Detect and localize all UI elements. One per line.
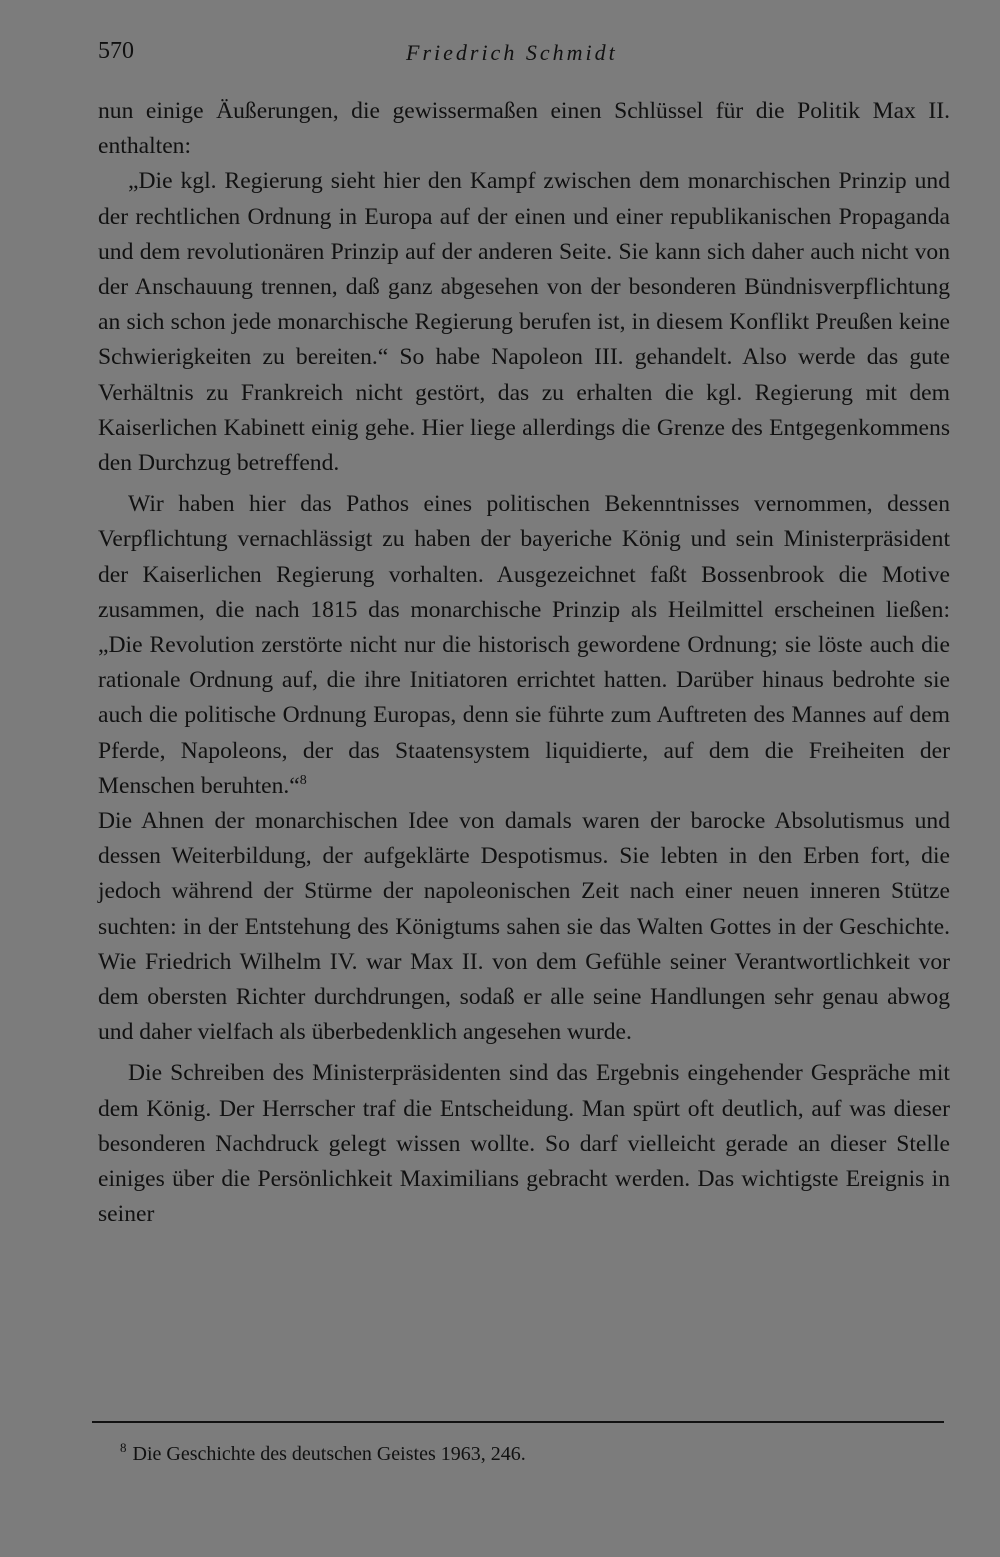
running-head: Friedrich Schmidt xyxy=(406,40,618,65)
paragraph-4: Die Ahnen der monarchischen Idee von damals waren der barocke Absolutismus und dessen Weiterbildung, der aufgeklärte Despotismus. Sie lebten in den Erben fort, die jedoch während der Stürme der napoleonischen Zeit nach einer neuen inneren Stütze suchten: in der Entstehung des Königtums sahen sie das Walten Gottes in der Geschichte. Wie Friedrich Wilhelm IV. war Max II. von dem Gefühle seiner Verantwortlichkeit vor dem obersten Richter durchdrungen, sodaß er alle seine Handlungen sehr genau abwog und daher vielfach als überbedenklich angesehen wurde. xyxy=(98,808,950,1046)
footnote-text: Die Geschichte des deutschen Geistes 1963, 246. xyxy=(132,1443,526,1465)
paragraph-3 xyxy=(98,487,950,804)
paragraph-2: „Die kgl. Regierung sieht hier den Kampf zwischen dem monarchischen Prinzip und der rechtlichen Ordnung in Europa auf der einen und einer republikanischen Propaganda und dem revolutionären Prinzip auf der anderen Seite. Sie kann sich daher auch nicht von der Anschauung trennen, daß ganz abgesehen von der besonderen Bündnisverpflichtung an sich schon jede monarchische Regierung berufen ist, in diesem Konflikt Preußen keine Schwierigkeiten zu bereiten.“ So habe Napoleon III. gehandelt. Also werde das gute Verhältnis zu Frankreich nicht gestört, das zu erhalten die kgl. Regierung mit dem Kaiserlichen Kabinett einig gehe. Hier liege allerdings die Grenze des Entgegenkommens den Durchzug betreffend. xyxy=(98,168,950,477)
footnote-mark: 8 xyxy=(120,1440,127,1456)
footnote-rule xyxy=(92,1421,944,1423)
paragraph-1: nun einige Äußerungen, die gewissermaßen einen Schlüssel für die Politik Max II. enthalten: xyxy=(98,98,950,160)
page-header xyxy=(98,38,950,72)
paragraph-3-text: Wir haben hier das Pathos eines politischen Bekenntnisses vernommen, dessen Verpflichtung vernachlässigt zu haben der bayeriche König und sein Ministerpräsident der Kaiserlichen Regierung vorhalten. Ausgezeichnet faßt Bossenbrook die Motive zusammen, die nach 1815 das monarchische Prinzip als Heilmittel erscheinen ließen: „Die Revolution zerstörte nicht nur die historisch gewordene Ordnung; sie löste auch die rationale Ordnung auf, die ihre Initiatoren errichtet hatten. Darüber hinaus bedrohte sie auch die politische Ordnung Europas, denn sie führte zum Auftreten des Mannes auf dem Pferde, Napoleons, der das Staatensystem liquidierte, auf dem die Freiheiten der Menschen beruhten.“ xyxy=(98,491,950,799)
paragraph-5: Die Schreiben des Ministerpräsidenten sind das Ergebnis eingehender Gespräche mit dem König. Der Herrscher traf die Entscheidung. Man spürt oft deutlich, auf was dieser besonderen Nachdruck gelegt wissen wollte. So darf vielleicht gerade an dieser Stelle einiges über die Persönlichkeit Maximilians gebracht werden. Das wichtigste Ereignis in seiner xyxy=(98,1060,950,1228)
footnote-reference: 8 xyxy=(299,773,307,788)
footnote xyxy=(120,1440,950,1468)
body-text xyxy=(98,94,950,1233)
page-number: 570 xyxy=(98,38,134,64)
